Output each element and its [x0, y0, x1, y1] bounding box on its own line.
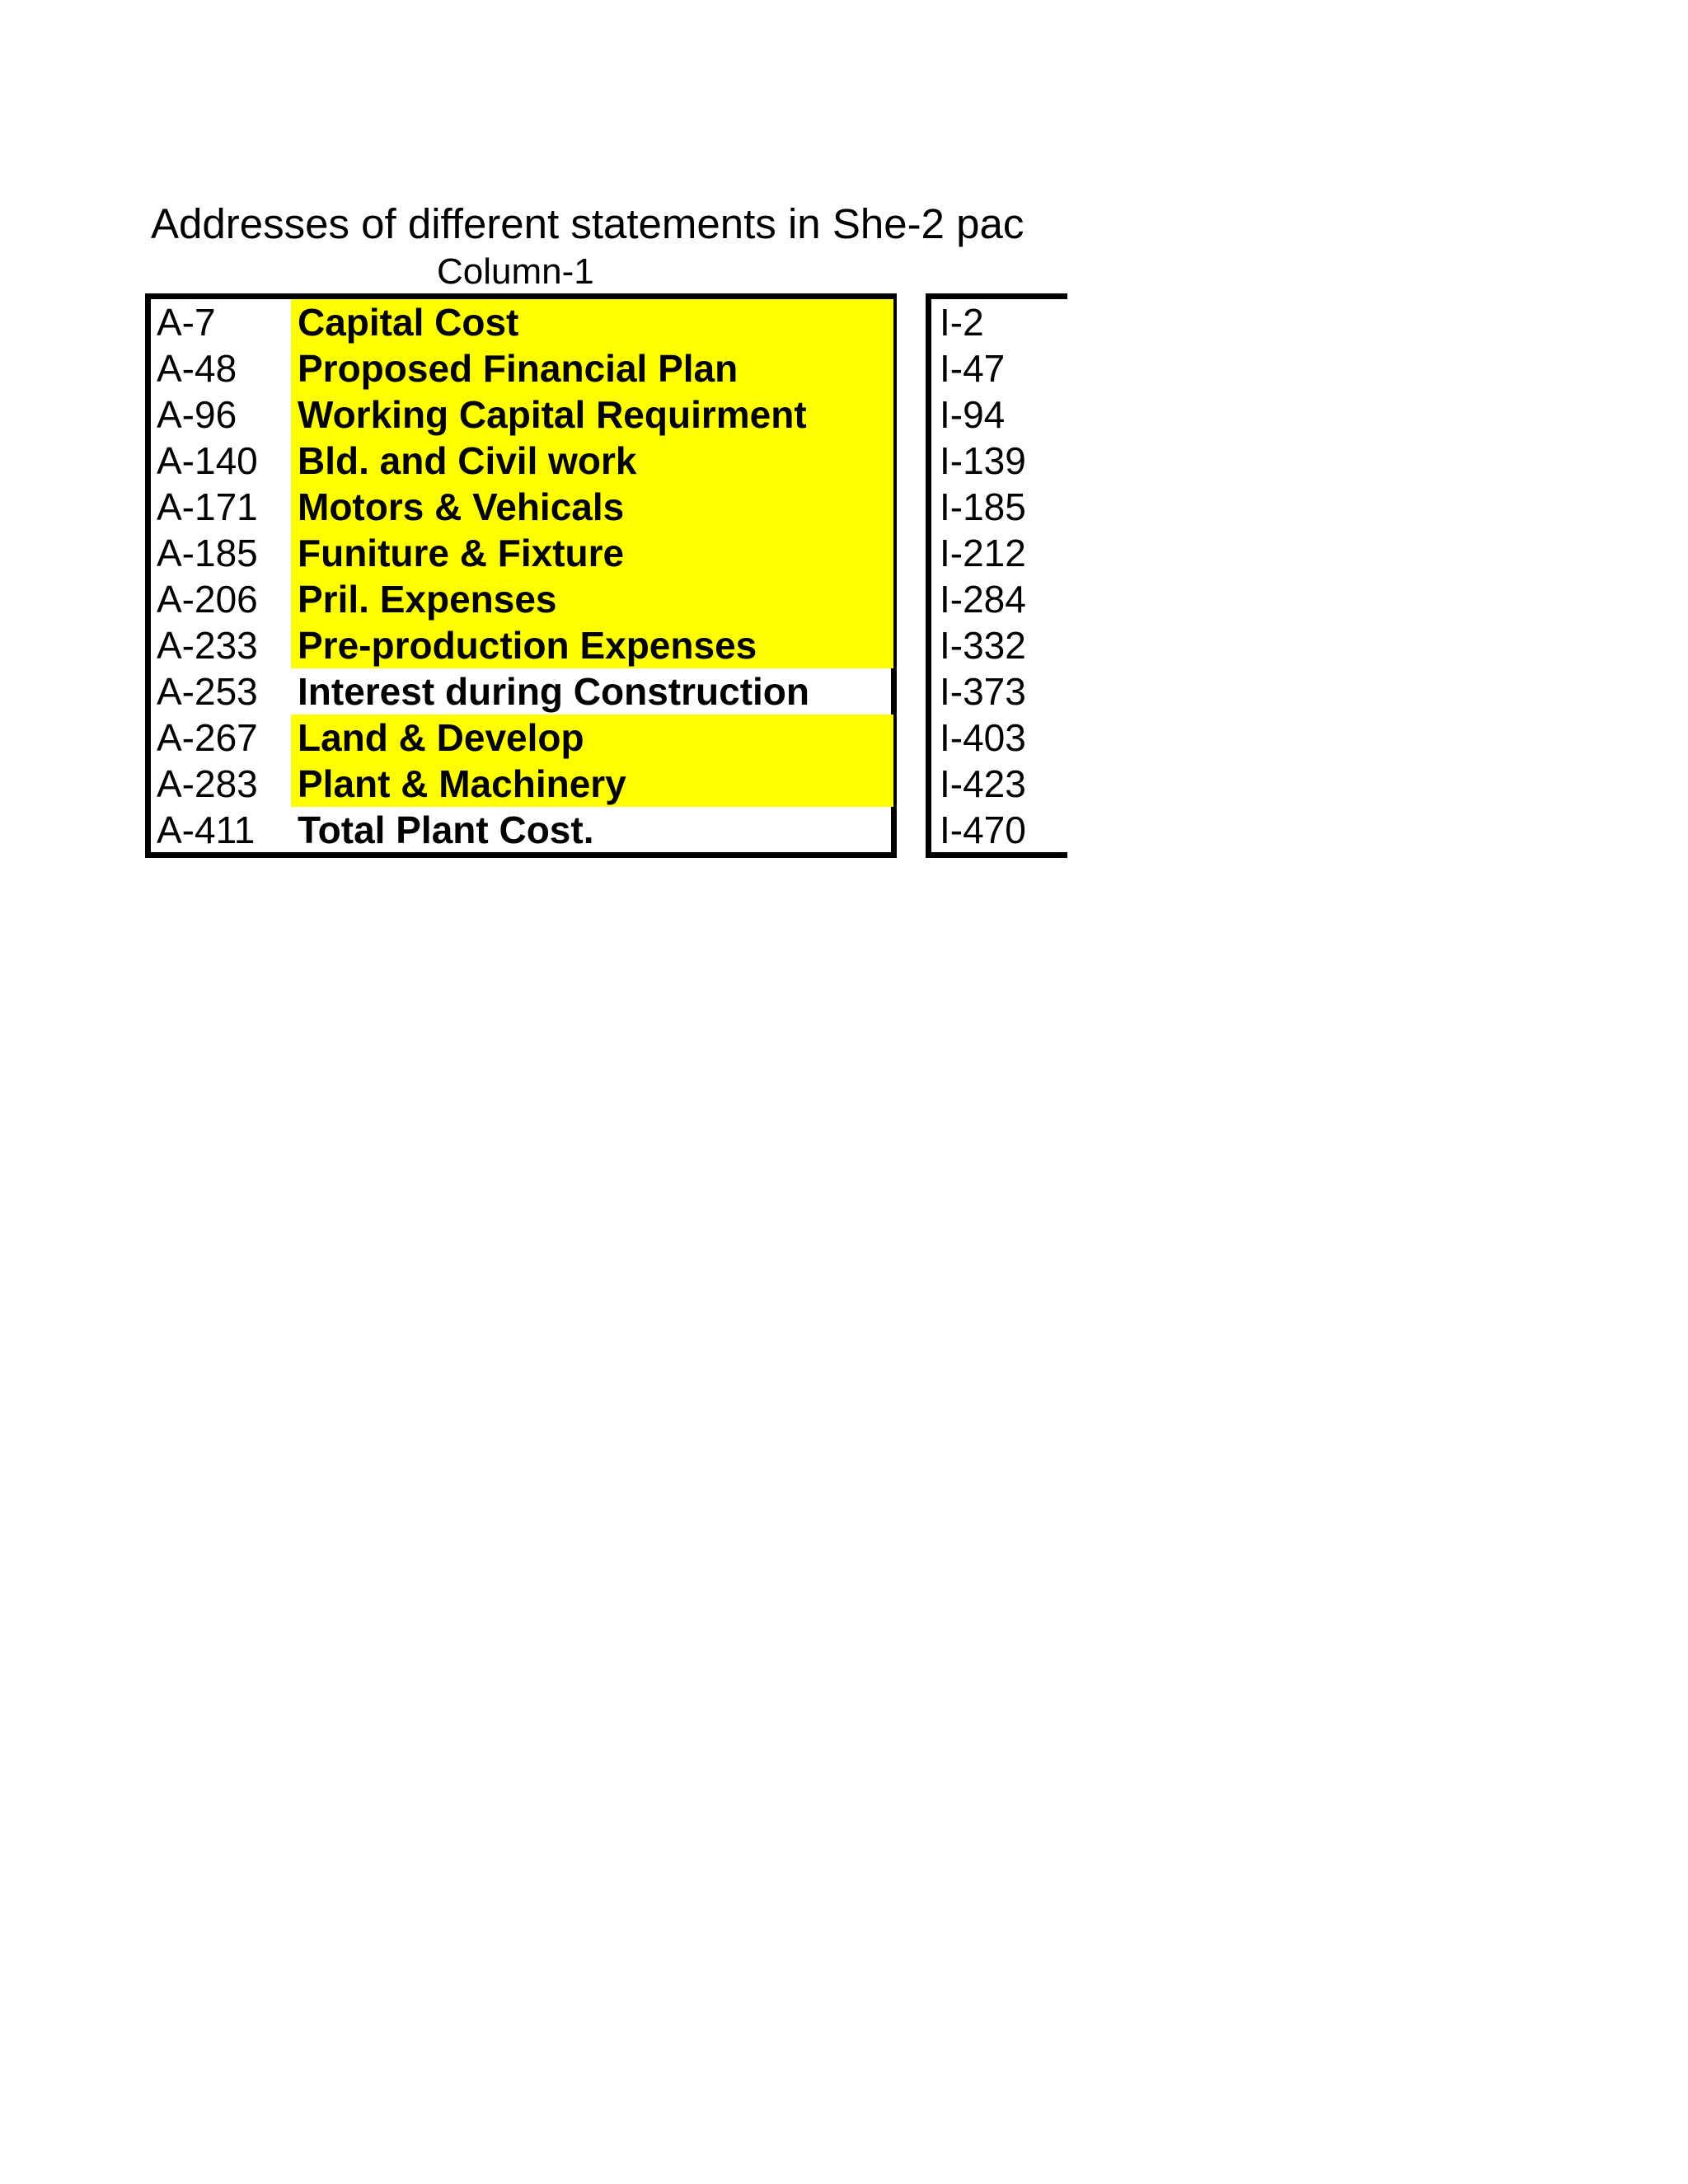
row-code: I-423	[940, 762, 1026, 805]
row-code: A-140	[157, 439, 258, 482]
row-label: Total Plant Cost.	[298, 808, 594, 851]
row-code: A-253	[157, 670, 258, 713]
row-code: A-206	[157, 578, 258, 621]
row-code: A-171	[157, 485, 258, 528]
address-table-a	[145, 293, 897, 858]
column-header: Column-1	[437, 251, 594, 292]
row-label: Pril. Expenses	[291, 576, 893, 622]
row-code: I-2	[940, 301, 984, 344]
row-label: Land & Develop	[291, 715, 893, 761]
row-code: I-47	[940, 347, 1006, 390]
page-title: Addresses of different statements in She-2 pac	[151, 200, 1025, 247]
row-code: A-411	[157, 808, 256, 851]
row-code: A-283	[157, 762, 258, 805]
row-label: Capital Cost	[291, 299, 893, 345]
row-code: A-185	[157, 532, 258, 574]
row-code: I-373	[940, 670, 1026, 713]
row-code: I-185	[940, 485, 1026, 528]
row-code: I-94	[940, 393, 1006, 436]
row-code: A-7	[157, 301, 216, 344]
row-label: Working Capital Requirment	[291, 391, 893, 438]
row-code: A-233	[157, 624, 258, 667]
row-code: I-403	[940, 716, 1026, 759]
row-code: A-267	[157, 716, 258, 759]
row-label: Bld. and Civil work	[291, 438, 893, 484]
row-code: A-48	[157, 347, 237, 390]
row-code: I-212	[940, 532, 1026, 574]
row-label: Funiture & Fixture	[291, 530, 893, 576]
row-code: I-284	[940, 578, 1026, 621]
address-table-i	[926, 293, 1067, 858]
row-label: Motors & Vehicals	[291, 484, 893, 530]
row-code: I-139	[940, 439, 1026, 482]
row-label: Plant & Machinery	[291, 761, 893, 807]
row-label: Proposed Financial Plan	[291, 345, 893, 391]
row-code: I-470	[940, 808, 1026, 851]
row-label: Pre-production Expenses	[291, 622, 893, 668]
row-label: Interest during Construction	[298, 670, 809, 713]
row-code: A-96	[157, 393, 237, 436]
row-code: I-332	[940, 624, 1026, 667]
